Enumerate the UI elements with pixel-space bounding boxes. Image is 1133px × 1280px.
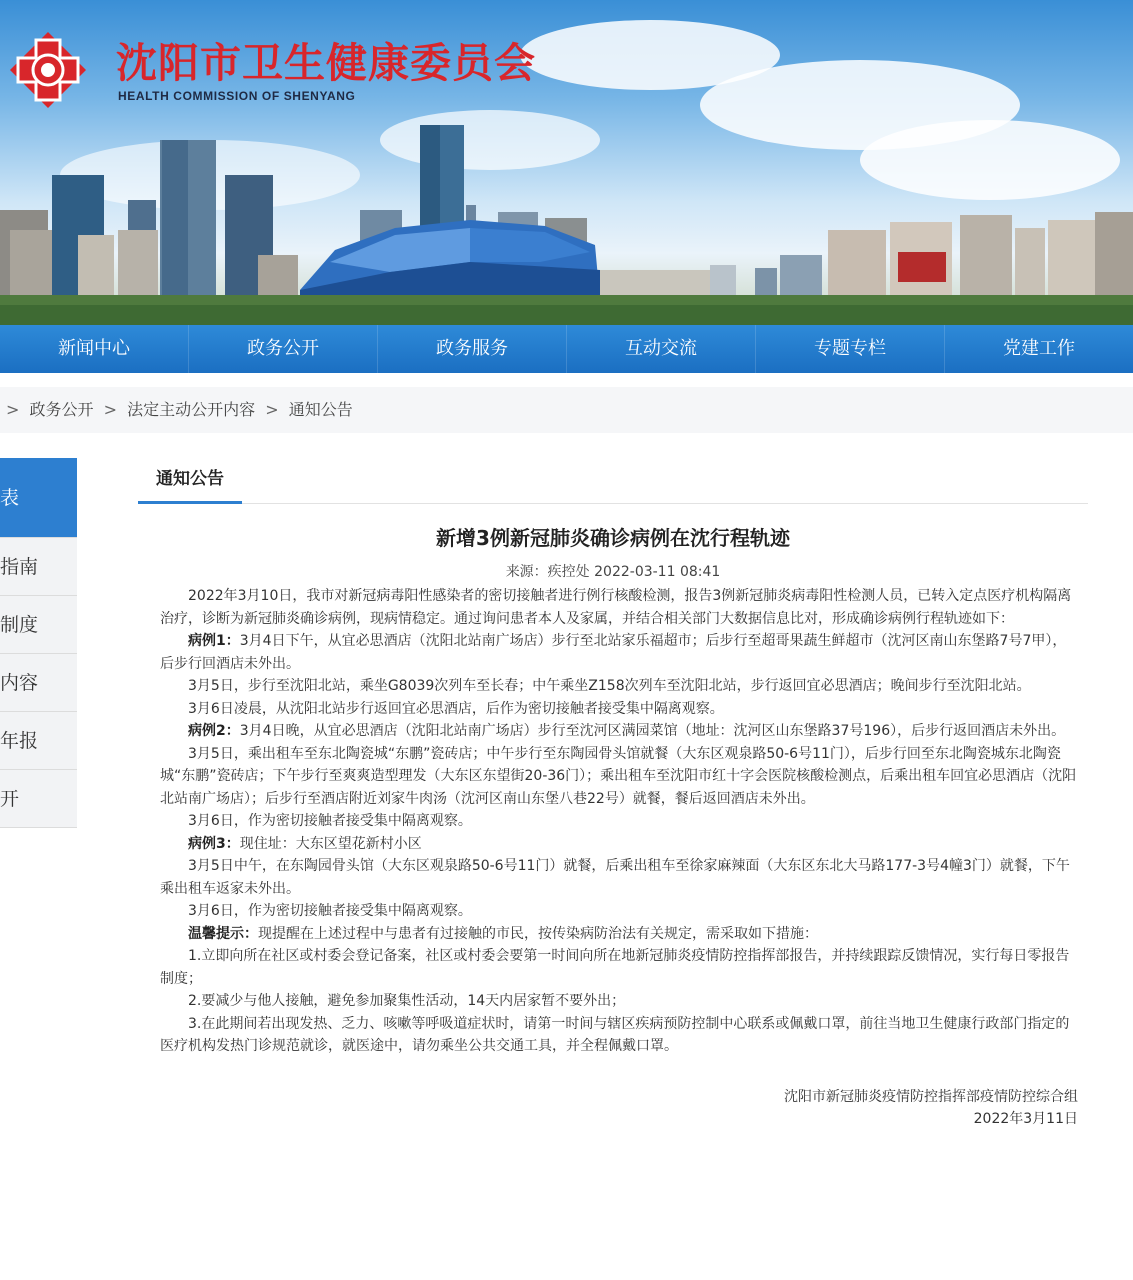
paragraph-text: 1.立即向所在社区或村委会登记备案，社区或村委会要第一时间向所在地新冠肺炎疫情防控指挥部报告，并持续跟踪反馈情况，实行每日零报告制度；: [160, 948, 1070, 987]
sidebar: [0, 458, 77, 828]
article-title: 新增3例新冠肺炎确诊病例在沈行程轨迹: [436, 526, 790, 550]
paragraph-label: 病例1：: [188, 633, 240, 649]
paragraph-text: 3月4日晚，从宜必思酒店（沈阳北站南广场店）步行至沈河区满园菜馆（地址：沈河区山东堡路37号196），后步行返回酒店未外出。: [239, 723, 1066, 739]
article-paragraph: [160, 945, 1078, 990]
nav-item-news[interactable]: 新闻中心: [0, 325, 189, 373]
nav-item-special-topics[interactable]: 专题专栏: [756, 325, 945, 373]
breadcrumb: [0, 387, 1133, 433]
breadcrumb-separator: >: [265, 400, 279, 419]
article-paragraph: [160, 990, 1078, 1013]
article-paragraph: [160, 698, 1078, 721]
paragraph-text: 3月5日，步行至沈阳北站，乘坐G8039次列车至长春；中午乘坐Z158次列车至沈阳北站，步行返回宜必思酒店；晚间步行至沈阳北站。: [188, 678, 1031, 694]
sidebar-item-guide[interactable]: 指南: [0, 538, 77, 596]
article-paragraph: [160, 630, 1078, 675]
sidebar-item-annual-report[interactable]: 年报: [0, 712, 77, 770]
article-meta: 来源：疾控处 2022-03-11 08:41: [505, 564, 721, 580]
breadcrumb-item-notices[interactable]: 通知公告: [288, 400, 353, 419]
article-paragraph: [160, 855, 1078, 900]
article-paragraph: [160, 1013, 1078, 1058]
signature-date: 2022年3月11日: [973, 1111, 1078, 1127]
paragraph-text: 3.在此期间若出现发热、乏力、咳嗽等呼吸道症状时，请第一时间与辖区疾病预防控制中心联系或佩戴口罩，前往当地卫生健康行政部门指定的医疗机构发热门诊规范就诊，就医途中，请勿乘坐公共交通工具，并全程佩戴口罩。: [160, 1015, 1070, 1054]
paragraph-text: 3月6日凌晨，从沈阳北站步行返回宜必思酒店，后作为密切接触者接受集中隔离观察。: [188, 700, 724, 717]
article-paragraph: [160, 675, 1078, 698]
site-title[interactable]: 沈阳市卫生健康委员会: [116, 39, 536, 87]
paragraph-text: 现提醒在上述过程中与患者有过接触的市民，按传染病防治法有关规定，需采取如下措施：: [258, 925, 818, 942]
tab-notices[interactable]: 通知公告: [138, 458, 242, 504]
paragraph-label: 病例3：: [188, 835, 240, 852]
main-nav: [0, 325, 1133, 373]
header-banner: [0, 0, 1133, 325]
article-signature: [138, 1086, 1088, 1131]
main-content: [138, 458, 1088, 1131]
paragraph-label: 温馨提示：: [188, 925, 258, 942]
nav-item-government-affairs[interactable]: 政务公开: [189, 325, 378, 373]
sidebar-item-content[interactable]: 内容: [0, 654, 77, 712]
article-paragraph: [160, 585, 1078, 630]
paragraph-text: 2022年3月10日，我市对新冠病毒阳性感染者的密切接触者进行例行核酸检测，报告3例新冠肺炎病毒阳性检测人员，已转入定点医疗机构隔离治疗，诊断为新冠肺炎确诊病例，现病情稳定。通过询问患者本人及家属，并结合相关部门大数据信息比对，形成确诊病例行程轨迹如下：: [160, 588, 1072, 627]
article-paragraph: [160, 810, 1078, 833]
article-body: [138, 585, 1088, 1058]
paragraph-text: 3月6日，作为密切接触者接受集中隔离观察。: [188, 813, 472, 829]
breadcrumb-separator: >: [6, 400, 20, 419]
site-subtitle: HEALTH COMMISSION OF SHENYANG: [118, 89, 356, 103]
breadcrumb-separator: >: [103, 400, 118, 419]
paragraph-text: 3月4日下午，从宜必思酒店（沈阳北站南广场店）步行至北站家乐福超市；后步行至超哥果蔬生鲜超市（沈河区南山东堡路7号7甲），后步行回酒店未外出。: [160, 633, 1067, 672]
article-paragraph: [160, 833, 1078, 856]
signature-org: 沈阳市新冠肺炎疫情防控指挥部疫情防控综合组: [784, 1088, 1078, 1105]
sidebar-item-active[interactable]: 表: [0, 458, 77, 538]
article-paragraph: [160, 900, 1078, 923]
paragraph-text: 3月6日，作为密切接触者接受集中隔离观察。: [188, 903, 472, 919]
nav-item-government-services[interactable]: 政务服务: [378, 325, 567, 373]
paragraph-text: 现住址：大东区望花新村小区: [239, 835, 422, 852]
article-paragraph: [160, 743, 1078, 811]
paragraph-text: 3月5日，乘出租车至东北陶瓷城“东鹏”瓷砖店；中午步行至东陶园骨头馆就餐（大东区观泉路50-6号11门），后步行回至东北陶瓷城东北陶瓷城“东鹏”瓷砖店；下午步行至爽爽造型理发（大东区东望街20-36门）；乘出租车至沈阳市红十字会医院核酸检测点，后乘出租车回宜必思酒店（沈阳北站南广场店）；后步行至酒店附近刘家牛肉汤（沈河区南山东堡八巷22号）就餐，餐后返回酒店未外出。: [160, 745, 1077, 807]
paragraph-label: 病例2：: [188, 723, 240, 739]
sidebar-item-system[interactable]: 制度: [0, 596, 77, 654]
sidebar-item-disclosure[interactable]: 开: [0, 770, 77, 828]
section-tabbar: [138, 458, 1088, 504]
article-paragraph: [160, 923, 1078, 946]
red-cross-emblem-icon: [8, 30, 88, 110]
nav-item-party-building[interactable]: 党建工作: [1003, 338, 1075, 359]
article-paragraph: [160, 720, 1078, 743]
nav-item-interaction[interactable]: 互动交流: [567, 325, 756, 373]
breadcrumb-item-statutory-disclosure[interactable]: 法定主动公开内容: [127, 400, 256, 419]
paragraph-text: 3月5日中午，在东陶园骨头馆（大东区观泉路50-6号11门）就餐，后乘出租车至徐家麻辣面（大东区东北大马路177-3号4幢3门）就餐，下午乘出租车返家未外出。: [160, 858, 1070, 897]
paragraph-text: 2.要减少与他人接触，避免参加聚集性活动，14天内居家暂不要外出；: [188, 993, 626, 1009]
breadcrumb-item-government-affairs[interactable]: 政务公开: [29, 400, 94, 419]
